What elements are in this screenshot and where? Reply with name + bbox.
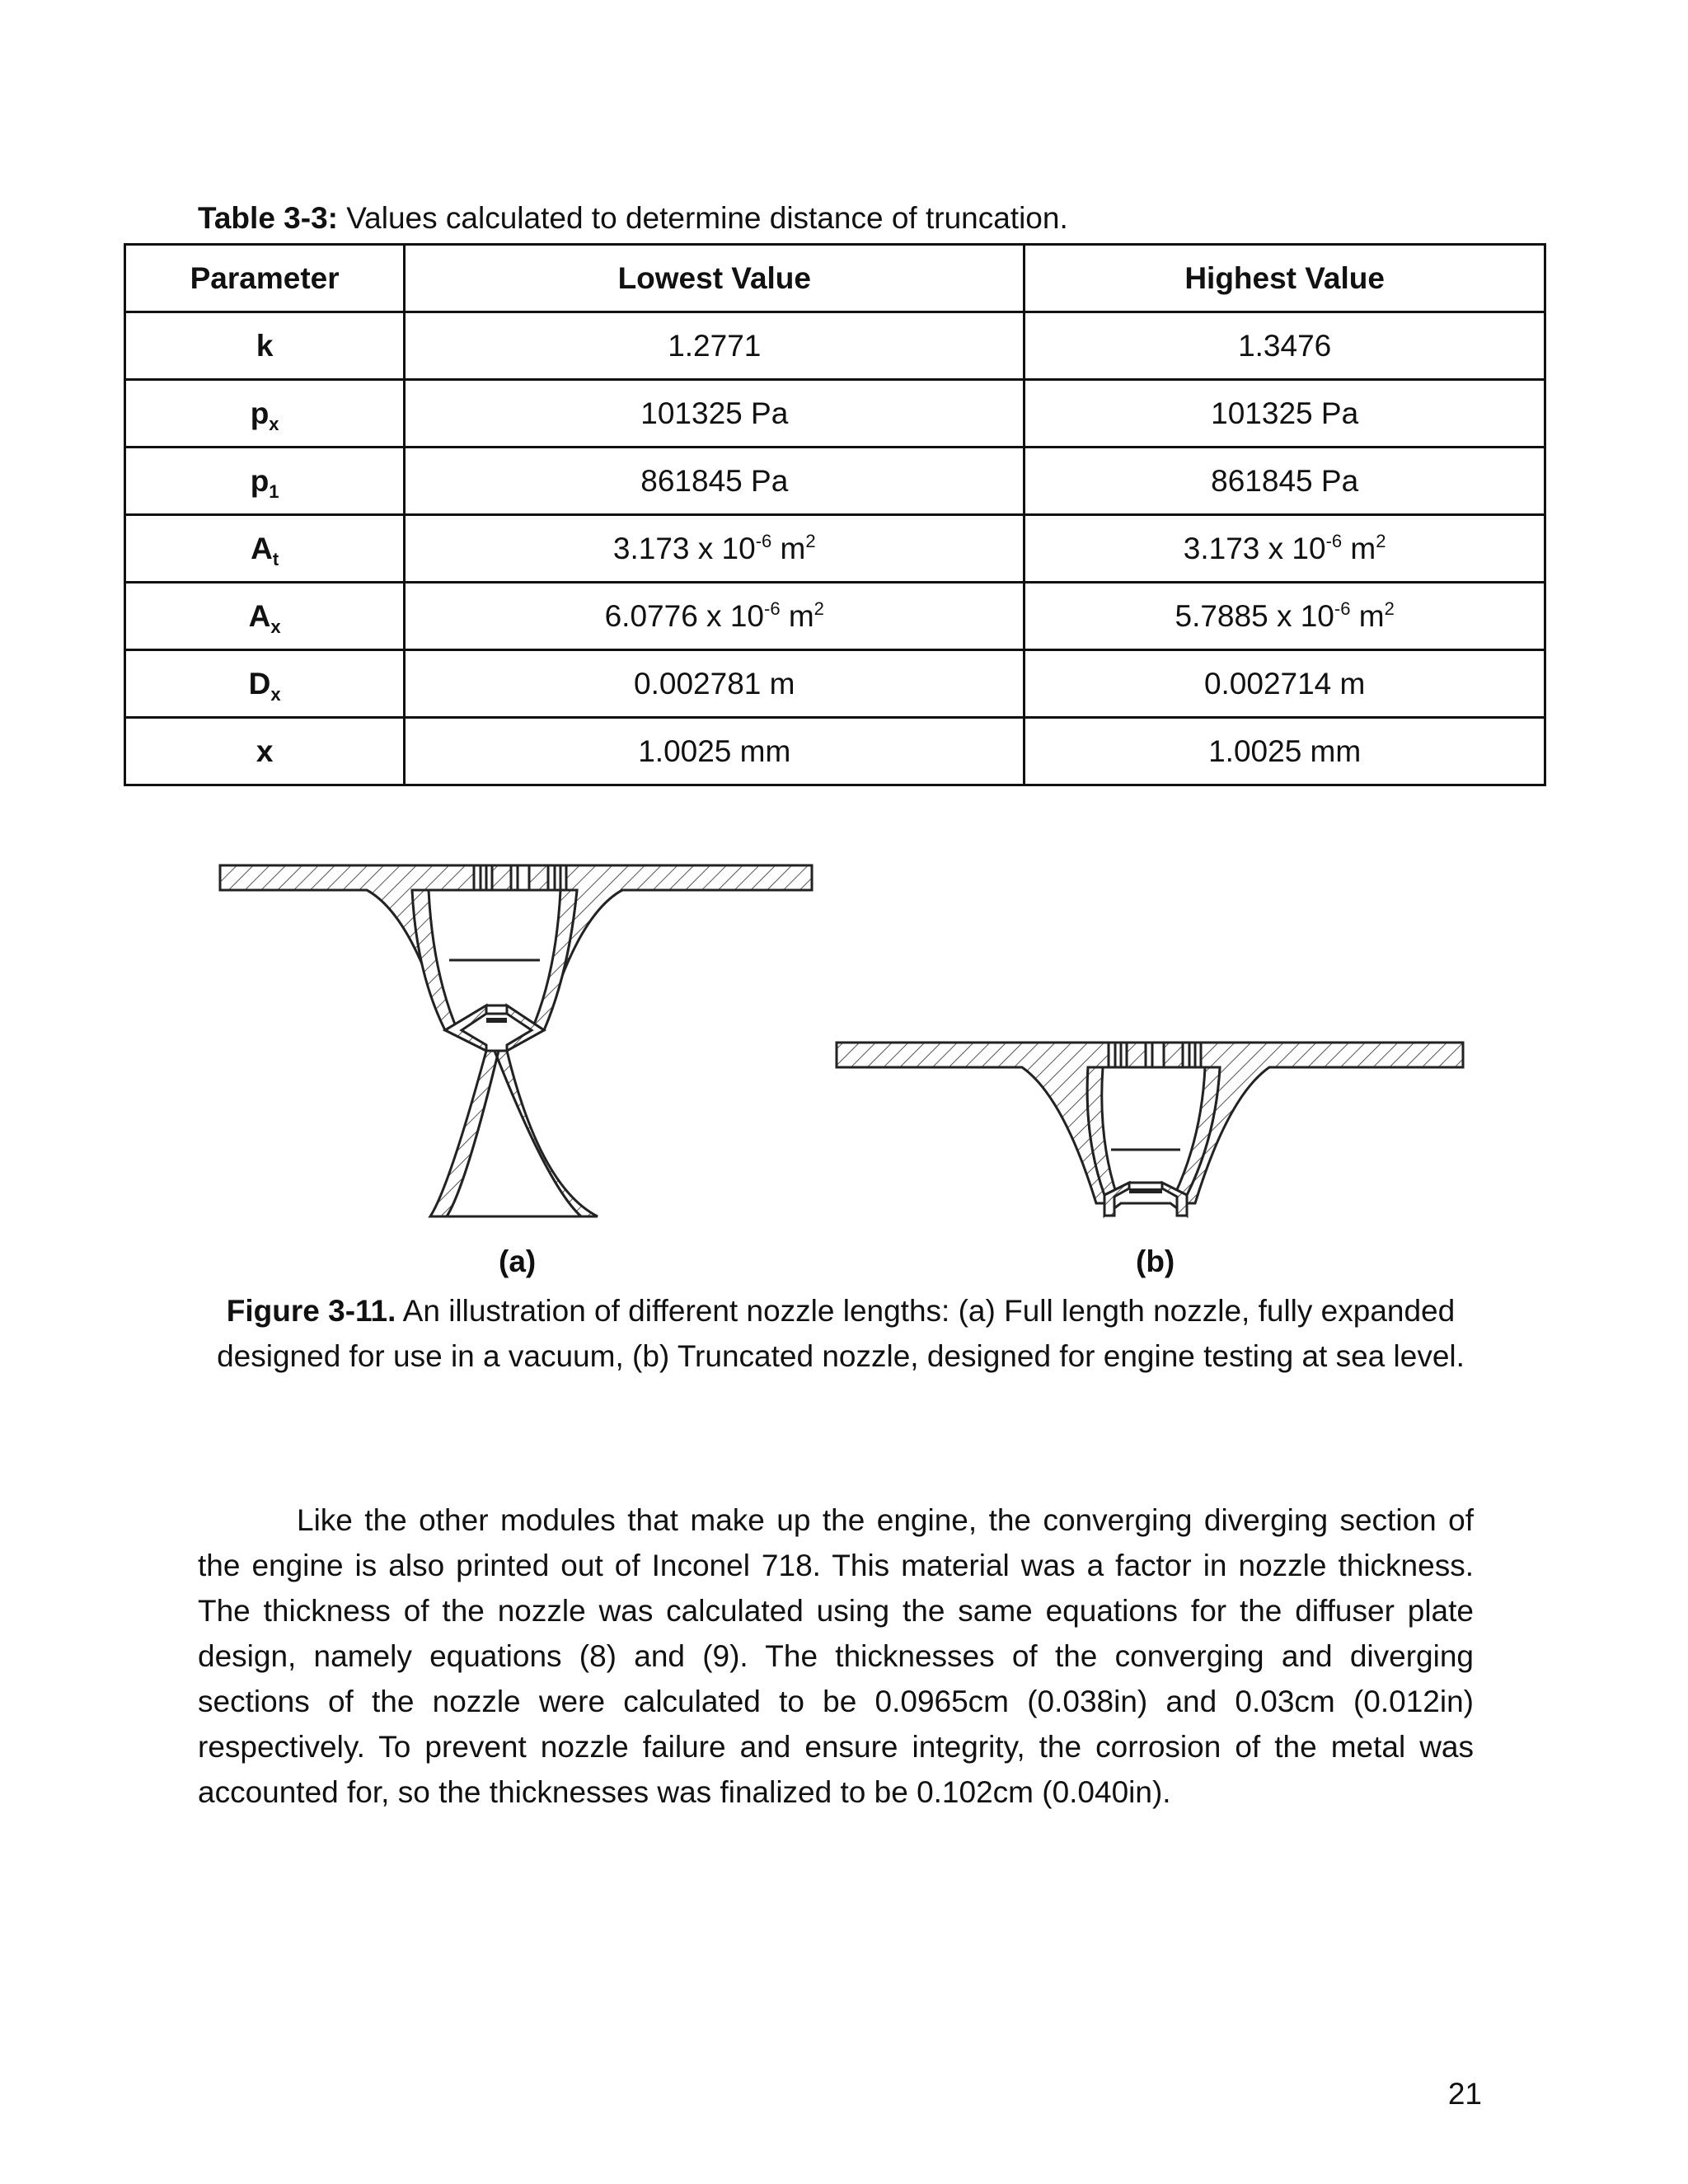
table-row: [125, 650, 1545, 718]
value-exponent: -6: [1334, 598, 1351, 619]
header-lowest-value: Lowest Value: [405, 245, 1025, 312]
header-parameter: Parameter: [125, 245, 405, 312]
figure-caption: [206, 1288, 1475, 1379]
cell-lowest-value: [405, 583, 1025, 650]
value-unit: m: [1342, 531, 1376, 565]
table-row: [125, 312, 1545, 380]
cell-parameter: [125, 583, 405, 650]
parameter-subscript: 1: [269, 480, 279, 502]
parameter-subscript: x: [269, 413, 279, 434]
value-unit: m: [771, 531, 806, 565]
parameter-subscript: x: [270, 616, 281, 637]
cell-lowest-value: [405, 380, 1025, 448]
table-row: [125, 380, 1545, 448]
value-unit: m: [780, 598, 814, 633]
value-text: 861845 Pa: [1211, 463, 1359, 498]
figure-caption-text: An illustration of different nozzle lengths: (a) Full length nozzle, fully expanded designed for use in a vacuum, (b) Truncated nozzle, designed for engine testing at sea level.: [217, 1294, 1465, 1373]
value-text: 3.173 x 10: [1183, 531, 1326, 565]
value-text: 1.3476: [1238, 328, 1332, 363]
truncation-values-table: [124, 243, 1546, 786]
cell-parameter: [125, 515, 405, 583]
unit-exponent: 2: [1376, 530, 1386, 551]
body-paragraph: Like the other modules that make up the engine, the converging diverging section of the engine is also printed out of Inconel 718. This material was a factor in nozzle thickness. The thickness of the nozzle was calculated using the same equations for the diffuser plate design, namely equations (8) and (9). The thicknesses of the converging and diverging sections of the nozzle were calculated to be 0.0965cm (0.038in) and 0.03cm (0.012in) respectively. To prevent nozzle failure and ensure integrity, the corrosion of the metal was accounted for, so the thicknesses was finalized to be 0.102cm (0.040in).: [198, 1503, 1474, 1809]
parameter-symbol: A: [251, 531, 273, 565]
cell-highest-value: [1025, 448, 1545, 515]
table-row: [125, 583, 1545, 650]
parameter-subscript: x: [270, 683, 281, 705]
cell-highest-value: [1025, 650, 1545, 718]
parameter-symbol: p: [250, 463, 270, 498]
value-text: 861845 Pa: [640, 463, 789, 498]
value-text: 101325 Pa: [640, 396, 789, 430]
figure-label-a: (a): [499, 1244, 537, 1278]
cell-highest-value: [1025, 515, 1545, 583]
nozzle-figure: [0, 841, 1688, 1253]
cell-highest-value: [1025, 718, 1545, 785]
cell-parameter: [125, 718, 405, 785]
figure-caption-label: Figure 3-11.: [226, 1294, 396, 1328]
cell-highest-value: [1025, 312, 1545, 380]
value-text: 101325 Pa: [1211, 396, 1359, 430]
parameter-symbol: D: [248, 666, 271, 701]
value-text: 0.002714 m: [1203, 666, 1366, 701]
cell-parameter: [125, 380, 405, 448]
header-highest-value: Highest Value: [1025, 245, 1545, 312]
value-text: 0.002781 m: [634, 666, 795, 701]
cell-lowest-value: [405, 718, 1025, 785]
value-exponent: -6: [1325, 530, 1343, 551]
cell-highest-value: [1025, 380, 1545, 448]
parameter-symbol: p: [250, 396, 270, 430]
value-unit: m: [1350, 598, 1385, 633]
parameter-symbol: k: [256, 328, 274, 363]
value-text: 1.0025 mm: [638, 733, 791, 768]
value-text: 6.0776 x 10: [604, 598, 764, 633]
value-text: 3.173 x 10: [612, 531, 756, 565]
cell-lowest-value: [405, 312, 1025, 380]
value-text: 1.2771: [668, 328, 762, 363]
value-exponent: -6: [764, 598, 781, 619]
table-caption: [198, 198, 1068, 239]
truncated-nozzle-drawing: [837, 1043, 1463, 1216]
table-label: Table 3-3:: [198, 201, 338, 235]
table-caption-text: Values calculated to determine distance of truncation.: [337, 201, 1068, 235]
figure-label-b: (b): [1136, 1244, 1175, 1278]
unit-exponent: 2: [1384, 598, 1395, 619]
parameter-symbol: A: [248, 598, 271, 633]
cell-parameter: [125, 448, 405, 515]
value-text: 5.7885 x 10: [1175, 598, 1334, 633]
cell-parameter: [125, 312, 405, 380]
value-exponent: -6: [755, 530, 772, 551]
cell-lowest-value: [405, 515, 1025, 583]
cell-parameter: [125, 650, 405, 718]
cell-highest-value: [1025, 583, 1545, 650]
cell-lowest-value: [405, 650, 1025, 718]
table-row: [125, 515, 1545, 583]
cell-lowest-value: [405, 448, 1025, 515]
parameter-subscript: t: [272, 548, 279, 569]
page-number: 21: [1447, 2077, 1482, 2111]
parameter-symbol: x: [256, 733, 274, 768]
unit-exponent: 2: [814, 598, 824, 619]
table-header-row: [125, 245, 1545, 312]
unit-exponent: 2: [805, 530, 816, 551]
table-row: [125, 718, 1545, 785]
value-text: 1.0025 mm: [1208, 733, 1362, 768]
table-row: [125, 448, 1545, 515]
full-length-nozzle-drawing: [220, 865, 812, 1216]
